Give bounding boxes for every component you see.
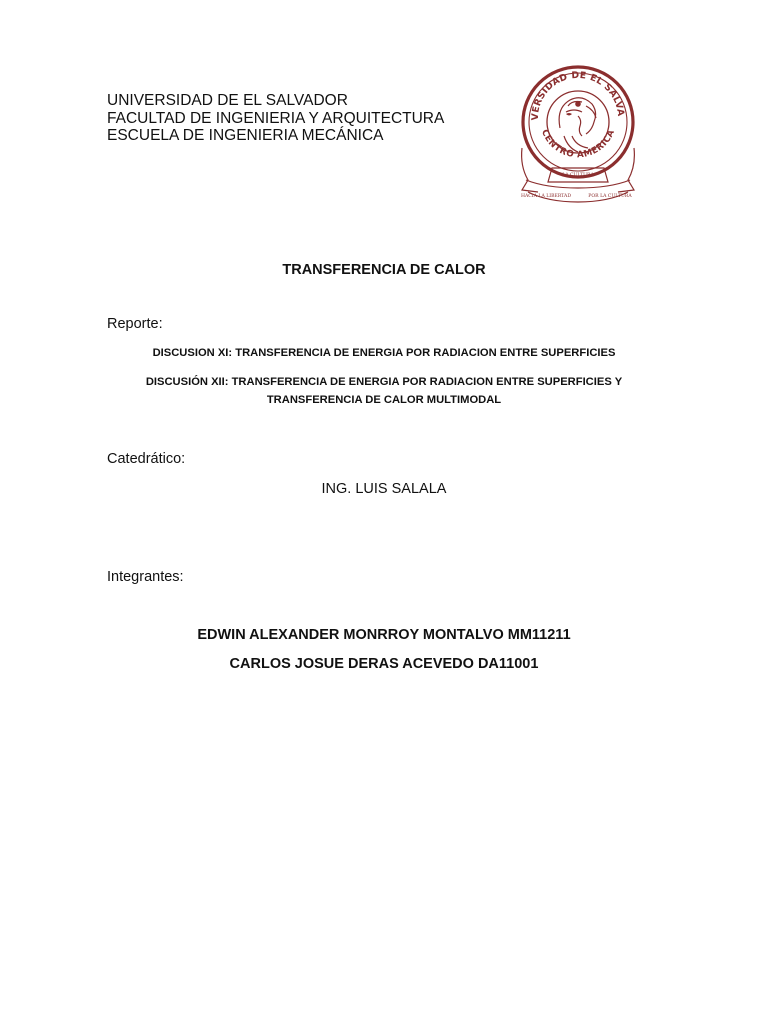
- seal-ribbon-left-text: HACIA LA LIBERTAD: [520, 194, 572, 199]
- seal-ribbon-right-text: POR LA CULTURA: [588, 194, 632, 199]
- discussion-xi: DISCUSION XI: TRANSFERENCIA DE ENERGIA POR RADIACION ENTRE SUPERFICIES: [152, 347, 616, 359]
- seal-ring-bottom-text: CENTRO AMERICA: [538, 128, 618, 161]
- university-seal-icon: [516, 56, 640, 210]
- seal-ring-top-text: VERSIDAD DE EL SALVA: [529, 69, 627, 121]
- member-1: EDWIN ALEXANDER MONRROY MONTALVO MM11211: [197, 627, 571, 643]
- university-name: UNIVERSIDAD DE EL SALVADOR: [107, 92, 348, 109]
- professor-label: Catedrático:: [107, 451, 186, 467]
- faculty-name: FACULTAD DE INGENIERIA Y ARQUITECTURA: [107, 109, 445, 127]
- professor-name: ING. LUIS SALALA: [321, 481, 447, 497]
- school-name: ESCUELA DE INGENIERIA MECÁNICA: [107, 127, 384, 144]
- document-title: TRANSFERENCIA DE CALOR: [282, 262, 486, 278]
- members-label: Integrantes:: [107, 569, 184, 585]
- institution-header: [107, 92, 444, 145]
- seal-ribbon-center-text: LA CULTURA: [562, 173, 594, 178]
- member-2: CARLOS JOSUE DERAS ACEVEDO DA11001: [229, 656, 539, 672]
- discussion-xii: DISCUSIÓN XII: TRANSFERENCIA DE ENERGIA POR RADIACION ENTRE SUPERFICIES Y TRANSFERENCIA DE CALOR MULTIMODAL: [145, 376, 623, 406]
- report-label: Reporte:: [107, 316, 163, 332]
- university-seal: [516, 56, 640, 210]
